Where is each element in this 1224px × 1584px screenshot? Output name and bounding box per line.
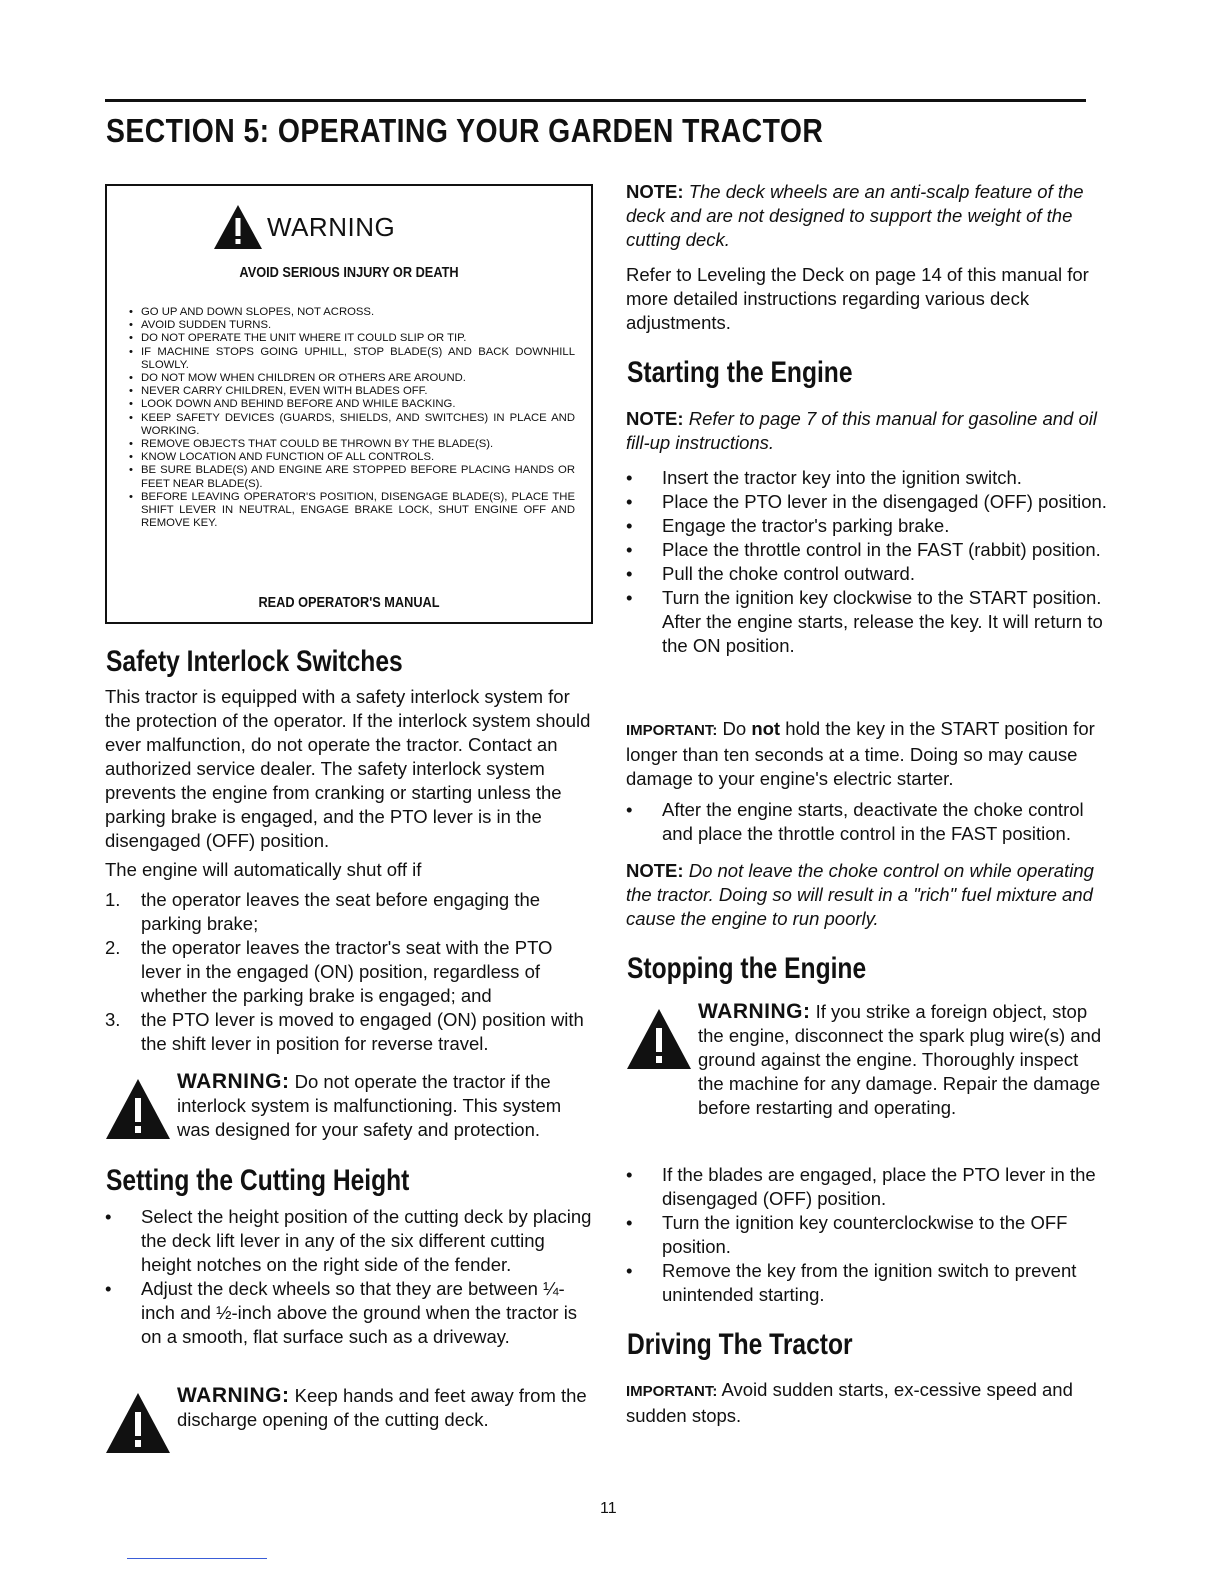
list-item: • REMOVE OBJECTS THAT COULD BE THROWN BY THE BLADE(S). <box>129 438 575 451</box>
important-text: hold the key in the START position for longer than ten seconds at a time. Doing so may cause damage to your engine's electric starter. <box>626 718 1095 789</box>
note-gasoline <box>626 407 1116 455</box>
list-item: • Place the PTO lever in the disengaged (OFF) position. <box>626 490 1116 514</box>
list-number: 1. <box>105 889 121 910</box>
important-label: IMPORTANT: <box>626 722 718 739</box>
note-text: Refer to page 7 of this manual for gasoline and oil fill-up instructions. <box>626 408 1097 453</box>
important-emphasis: not <box>751 718 781 739</box>
list-item: • Place the throttle control in the FAST (rabbit) position. <box>626 538 1116 562</box>
warning-triangle-icon <box>626 1008 692 1070</box>
list-item: • KEEP SAFETY DEVICES (GUARDS, SHIELDS, AND SWITCHES) IN PLACE AND WORKING. <box>129 412 575 438</box>
page-number: 11 <box>600 1500 617 1517</box>
safety-conditions-list <box>105 888 593 1056</box>
cutting-warning <box>105 1384 597 1454</box>
cutting-list <box>105 1205 593 1349</box>
list-item: • LOOK DOWN AND BEHIND BEFORE AND WHILE BACKING. <box>129 398 575 411</box>
list-item: • Turn the ignition key clockwise to the START position. After the engine starts, release the key. It will return to the ON position. <box>626 586 1116 658</box>
warning-box-title: WARNING <box>267 211 396 242</box>
list-text: the PTO lever is moved to engaged (ON) position with the shift lever in position for reverse travel. <box>141 1009 584 1054</box>
warning-body: Keep hands and feet away from the discharge opening of the cutting deck. <box>177 1385 587 1430</box>
list-item: • IF MACHINE STOPS GOING UPHILL, STOP BLADE(S) AND BACK DOWNHILL SLOWLY. <box>129 346 575 372</box>
stopping-warning-text <box>698 1000 1108 1120</box>
list-item: • Pull the choke control outward. <box>626 562 1116 586</box>
list-item: • Adjust the deck wheels so that they are between ¼-inch and ½-inch above the ground when the tractor is on a smooth, flat surface such as a driveway. <box>105 1277 593 1349</box>
safety-heading: Safety Interlock Switches <box>106 645 403 678</box>
safety-warning-text <box>177 1070 597 1142</box>
safety-shutoff-intro: The engine will automatically shut off if <box>105 859 422 880</box>
list-item: • If the blades are engaged, place the PTO lever in the disengaged (OFF) position. <box>626 1163 1116 1211</box>
list-item: • Select the height position of the cutting deck by placing the deck lift lever in any of the six different cutting height notches on the right side of the fender. <box>105 1205 593 1277</box>
list-item: • AVOID SUDDEN TURNS. <box>129 319 575 332</box>
warning-label: WARNING: <box>177 1384 290 1407</box>
important-label: IMPORTANT: <box>626 1383 718 1400</box>
driving-heading: Driving The Tractor <box>627 1328 853 1361</box>
list-item: • Insert the tractor key into the ignition switch. <box>626 466 1116 490</box>
refer-leveling: Refer to Leveling the Deck on page 14 of this manual for more detailed instructions regarding various deck adjustments. <box>626 264 1089 333</box>
numbered-list-item <box>105 888 593 936</box>
note-label: NOTE: <box>626 181 684 202</box>
list-text: the operator leaves the tractor's seat with the PTO lever in the engaged (ON) position, regardless of whether the parking brake is engaged; and <box>141 937 553 1006</box>
cutting-warning-text <box>177 1384 597 1454</box>
note-deck-wheels <box>626 180 1116 252</box>
list-item: • BE SURE BLADE(S) AND ENGINE ARE STOPPED BEFORE PLACING HANDS OR FEET NEAR BLADE(S). <box>129 464 575 490</box>
stopping-steps-list <box>626 1163 1116 1307</box>
list-item: • Engage the tractor's parking brake. <box>626 514 1116 538</box>
warning-box-subtitle: AVOID SERIOUS INJURY OR DEATH <box>239 264 459 281</box>
list-item: • GO UP AND DOWN SLOPES, NOT ACROSS. <box>129 306 575 319</box>
stopping-warning <box>626 1000 1118 1120</box>
list-item: • BEFORE LEAVING OPERATOR'S POSITION, DISENGAGE BLADE(S), PLACE THE SHIFT LEVER IN NEUTRAL, ENGAGE BRAKE LOCK, SHUT ENGINE OFF AND REMOVE KEY. <box>129 491 575 531</box>
choke-step-list <box>626 798 1116 846</box>
warning-box-list <box>129 306 575 530</box>
note-choke <box>626 859 1116 931</box>
list-item: • KNOW LOCATION AND FUNCTION OF ALL CONTROLS. <box>129 451 575 464</box>
note-text: Do not leave the choke control on while operating the tractor. Doing so will result in a "rich" fuel mixture and cause the engine to run poorly. <box>626 860 1094 929</box>
warning-label: WARNING: <box>177 1070 290 1093</box>
list-number: 3. <box>105 1009 121 1030</box>
warning-box-footer: READ OPERATOR'S MANUAL <box>258 594 440 611</box>
starting-heading: Starting the Engine <box>627 356 853 389</box>
warning-triangle-icon <box>213 204 263 250</box>
list-number: 2. <box>105 937 121 958</box>
warning-triangle-icon <box>105 1078 171 1140</box>
list-item: • Remove the key from the ignition switch to prevent unintended starting. <box>626 1259 1116 1307</box>
list-item: • After the engine starts, deactivate the choke control and place the throttle control in the FAST position. <box>626 798 1116 846</box>
list-text: the operator leaves the seat before engaging the parking brake; <box>141 889 541 934</box>
important-text: Do <box>717 718 752 739</box>
safety-warning <box>105 1070 597 1142</box>
list-item: • NEVER CARRY CHILDREN, EVEN WITH BLADES OFF. <box>129 385 575 398</box>
warning-body: If you strike a foreign object, stop the engine, disconnect the spark plug wire(s) and ground against the engine. Thoroughly inspect the machine for any damage. Repair the damage before restarting and operating. <box>698 1001 1102 1118</box>
footer-rule <box>127 1558 267 1559</box>
cutting-heading: Setting the Cutting Height <box>106 1164 410 1197</box>
list-item: • DO NOT MOW WHEN CHILDREN OR OTHERS ARE AROUND. <box>129 372 575 385</box>
important-driving <box>626 1378 1116 1428</box>
note-text: The deck wheels are an anti-scalp feature of the deck and are not designed to support the weight of the cutting deck. <box>626 181 1084 250</box>
numbered-list-item <box>105 1008 593 1056</box>
important-text: Avoid sudden starts, ex-cessive speed and sudden stops. <box>626 1379 1073 1426</box>
numbered-list-item <box>105 936 593 1008</box>
note-label: NOTE: <box>626 860 684 881</box>
note-label: NOTE: <box>626 408 684 429</box>
warning-box-header <box>213 204 395 250</box>
stopping-heading: Stopping the Engine <box>627 952 867 985</box>
list-item: • DO NOT OPERATE THE UNIT WHERE IT COULD SLIP OR TIP. <box>129 332 575 345</box>
top-rule <box>105 99 1086 102</box>
warning-body: Do not operate the tractor if the interlock system is malfunctioning. This system was designed for your safety and protection. <box>177 1071 562 1140</box>
section-title: SECTION 5: OPERATING YOUR GARDEN TRACTOR <box>106 112 824 149</box>
warning-box <box>105 184 593 624</box>
important-start <box>626 717 1116 791</box>
starting-steps-list <box>626 466 1116 658</box>
list-item: • Turn the ignition key counterclockwise to the OFF position. <box>626 1211 1116 1259</box>
safety-paragraph: This tractor is equipped with a safety interlock system for the protection of the operator. If the interlock system should ever malfunction, do not operate the tractor. Contact an authorized service dealer. The safety interlock system prevents the engine from cranking or starting unless the parking brake is engaged, and the PTO lever is in the disengaged (OFF) position. <box>105 686 591 851</box>
warning-label: WARNING: <box>698 1000 811 1023</box>
warning-triangle-icon <box>105 1392 171 1454</box>
